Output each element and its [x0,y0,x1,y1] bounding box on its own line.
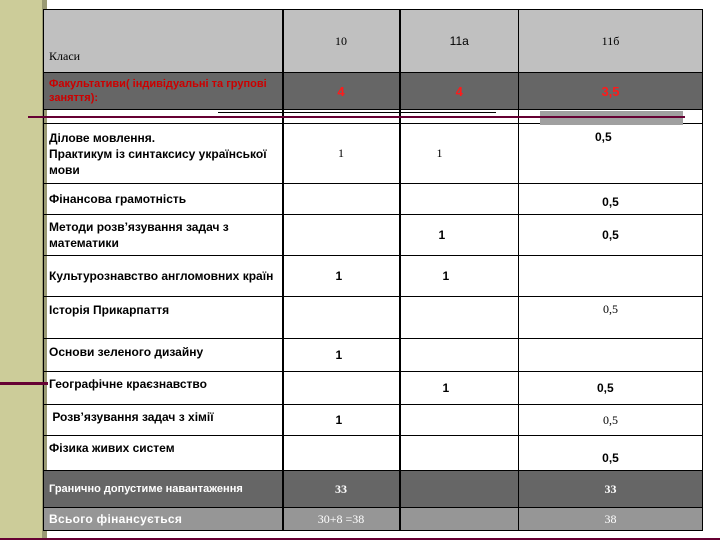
value-11a [400,184,519,215]
value-11a: 1 [400,372,519,405]
subject-cell: Ділове мовлення. Практикум із синтаксису української мови [44,124,283,184]
total-11a [400,508,519,531]
value-11b [519,339,703,372]
curriculum-table [43,9,703,531]
classes-header: Класи [44,10,283,73]
table-row [44,339,703,372]
subject-cell: Методи розв’язування задач з математики [44,215,283,256]
value-10: 1 [283,124,400,184]
subject-cell: Історія Прикарпаття [44,297,283,339]
value-10: 1 [283,405,400,436]
table-row [44,184,703,215]
value-10 [283,184,400,215]
limit-label: Гранично допустиме навантаження [44,471,283,508]
accent-line-left [0,382,48,385]
total-label: Всього фінансується [44,508,283,531]
total-row [44,508,703,531]
decor-underline [218,112,496,113]
table-row [44,405,703,436]
left-decor-band [0,0,42,540]
subject-cell: Основи зеленого дизайну [44,339,283,372]
subject-cell: Фінансова грамотність [44,184,283,215]
value-10: 1 [283,339,400,372]
value-11b [519,256,703,297]
value-11a [400,405,519,436]
elective-11a: 4 [400,73,519,110]
class-11a-header: 11а [400,10,519,73]
table-row [44,124,703,184]
value-11a [400,339,519,372]
decor-grey-bar [540,111,683,125]
value-10 [283,215,400,256]
value-11b: 0,5 [519,215,703,256]
subject-cell: Фізика живих систем [44,436,283,471]
elective-11b: 3,5 [519,73,703,110]
limit-10: 33 [283,471,400,508]
elective-label: Факультативи( індивідуальні та групові заняття): [44,73,283,110]
value-11a: 1 [400,215,519,256]
total-10: 30+8 =38 [283,508,400,531]
table-row [44,436,703,471]
elective-row [44,73,703,110]
limit-11a [400,471,519,508]
value-10 [283,436,400,471]
value-11b: 0,5 [519,405,703,436]
class-11b-header: 11б [519,10,703,73]
class-10-header: 10 [283,10,400,73]
limit-11b: 33 [519,471,703,508]
value-11b: 0,5 [519,372,703,405]
accent-line [28,116,685,118]
elective-10: 4 [283,73,400,110]
value-11b: 0,5 [519,297,703,339]
header-row [44,10,703,73]
value-10: 1 [283,256,400,297]
table-row [44,372,703,405]
table-row [44,215,703,256]
value-11a [400,297,519,339]
value-10 [283,372,400,405]
value-10 [283,297,400,339]
value-11a: 1 [400,256,519,297]
value-11a [400,436,519,471]
value-11b: 0,5 [519,436,703,471]
value-11a: 1 [400,124,519,184]
total-11b: 38 [519,508,703,531]
value-11b: 0,5 [519,124,703,184]
subject-cell: Географічне краєзнавство [44,372,283,405]
subject-cell: Розв’язування задач з хімії [44,405,283,436]
table-row [44,297,703,339]
subject-cell: Культурознавство англомовних країн [44,256,283,297]
value-11b: 0,5 [519,184,703,215]
table-row [44,256,703,297]
limit-row [44,471,703,508]
